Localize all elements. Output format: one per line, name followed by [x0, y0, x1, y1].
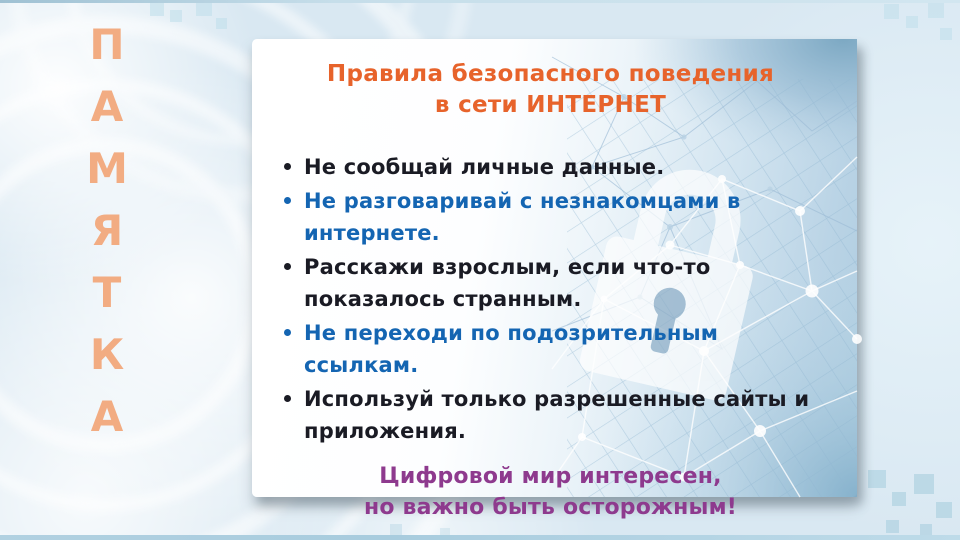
rule-item — [284, 317, 833, 381]
memo-letter: Т — [92, 268, 122, 317]
rule-line: показалось странным. — [304, 287, 582, 311]
rule-line: Используй только разрешенные сайты и — [304, 387, 810, 411]
memo-letter: Я — [90, 206, 124, 255]
rule-item — [284, 151, 833, 183]
rule-item — [284, 185, 833, 249]
card-content — [252, 39, 857, 520]
footer-line: но важно быть осторожным! — [363, 495, 738, 520]
rule-line: интернете. — [304, 221, 440, 245]
memo-letter: П — [89, 20, 125, 69]
rule-line: Не переходи по подозрительным ссылкам. — [304, 321, 719, 377]
memo-letter: А — [90, 392, 124, 441]
bullet-dot — [284, 197, 291, 204]
footer-line: Цифровой мир интересен, — [379, 464, 722, 489]
memo-letter: К — [89, 330, 125, 379]
memo-vertical-title — [84, 14, 130, 448]
rule-line: приложения. — [304, 419, 467, 443]
card-footer-message — [268, 461, 833, 523]
rules-list — [284, 151, 833, 447]
bullet-dot — [284, 329, 291, 336]
bullet-dot — [284, 395, 291, 402]
bottom-edge-stripe — [0, 535, 960, 540]
top-edge-stripe — [0, 0, 960, 3]
rule-item — [284, 251, 833, 315]
memo-letter: А — [90, 82, 124, 131]
rules-card — [252, 39, 857, 520]
rule-item — [284, 383, 833, 447]
bullet-dot — [284, 163, 291, 170]
rule-line: Расскажи взрослым, если что-то — [304, 255, 711, 279]
rule-line: Не разговаривай с незнакомцами в — [304, 189, 741, 213]
card-title — [268, 59, 833, 121]
memo-letter: М — [86, 144, 128, 193]
card-title-line: Правила безопасного поведения — [326, 61, 775, 87]
rule-line: Не сообщай личные данные. — [304, 155, 665, 179]
card-title-line: в сети ИНТЕРНЕТ — [434, 92, 667, 118]
bullet-dot — [284, 263, 291, 270]
